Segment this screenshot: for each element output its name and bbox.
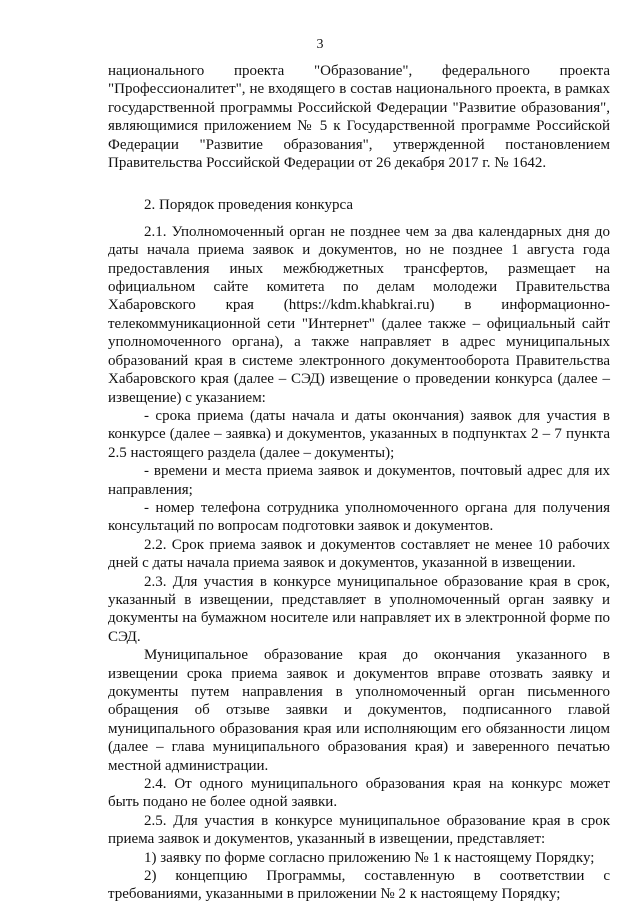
intro-paragraph: национального проекта "Образование", федерального проекта "Профессионалитет", не входящего в состав национального проекта, в рамках государственной программы Российской Федерации "Развитие образования", являющимися приложением № 5 к Государственной программе Российской Федерации "Развитие образования", утвержденной постановлением Правительства Российской Федерации от 26 декабря 2017 г. № 1642. xyxy=(108,63,610,172)
paragraph-2-3: 2.3. Для участия в конкурсе муниципальное образование края в срок, указанный в извещении, представляет в уполномоченный орган заявку и документы на бумажном носителе или направляет их в электронной форме по СЭД. xyxy=(108,573,610,645)
paragraph-withdrawal: Муниципальное образование края до окончания указанного в извещении срока приема заявок и документов вправе отозвать заявку и документы путем направления в уполномоченный орган письменного обращения об отзыве заявки и документов, подписанного главой муниципального образования края или исполняющим его обязанности лицом (далее – глава муниципального образования края) и заверенного печатью местной администрации. xyxy=(108,647,610,774)
section-heading: 2. Порядок проведения конкурса xyxy=(144,197,354,214)
list-item-time-place: - времени и места приема заявок и документов, почтовый адрес для их направления; xyxy=(108,463,610,498)
list-item-deadline: - срока приема (даты начала и даты окончания) заявок для участия в конкурсе (далее – заявка) и документов, указанных в подпунктах 2 – 7 пункта 2.5 настоящего раздела (далее – документы); xyxy=(108,407,610,461)
document-body xyxy=(108,62,610,904)
list-item-phone: - номер телефона сотрудника уполномоченного органа для получения консультаций по вопросам подготовки заявок и документов. xyxy=(108,499,610,535)
paragraph-2-1: 2.1. Уполномоченный орган не позднее чем за два календарных дня до даты начала приема заявок и документов, но не позднее 1 августа года предоставления иных межбюджетных трансфертов, размещает на официальном сайте комитета по делам молодежи Правительства Хабаровского края (https://kdm.khabkrai.ru) в информационно-телекоммуникационной сети "Интернет" (далее также – официальный сайт уполномоченного органа), а также направляет в адрес муниципальных образований края в системе электронного документооборота Правительства Хабаровского края (далее – СЭД) извещение о проведении конкурса (далее – извещение) с указанием: xyxy=(108,223,610,406)
list-item-concept: 2) концепцию Программы, составленную в соответствии с требованиями, указанными в приложении № 2 к настоящему Порядку; xyxy=(108,868,610,903)
page-number: 3 xyxy=(316,37,324,52)
list-item-application: 1) заявку по форме согласно приложению № 1 к настоящему Порядку; xyxy=(144,849,595,866)
paragraph-2-5: 2.5. Для участия в конкурсе муниципальное образование края в срок приема заявок и документов, указанный в извещении, представляет: xyxy=(108,812,610,848)
paragraph-2-4: 2.4. От одного муниципального образования края на конкурс может быть подано не более одной заявки. xyxy=(108,776,610,811)
paragraph-2-2: 2.2. Срок приема заявок и документов составляет не менее 10 рабочих дней с даты начала приема заявок и документов, указанной в извещении. xyxy=(108,536,610,572)
